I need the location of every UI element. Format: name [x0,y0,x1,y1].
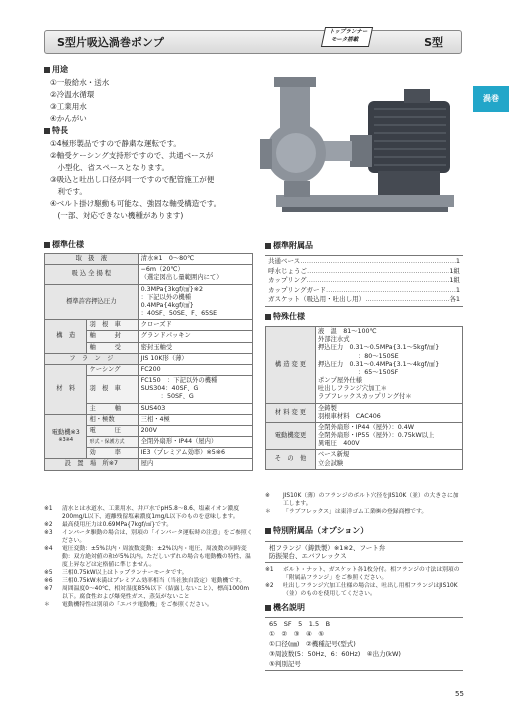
table-row: 電 圧 200V [45,425,253,436]
model-heading: 機名説明 [265,603,305,613]
table-row: フ ラ ン ジ JIS 10K形（薄） [45,353,253,364]
table-row: 電動機※3 ※3※4 相・極数 三相・4極 [45,414,253,425]
list-item: 利です。 [50,187,87,196]
list-item: ①4極形製品ですので静粛な運転です。 [50,139,181,148]
list-item: ④ベルト掛け駆動も可能な、強固な軸受構造です。 [50,199,222,208]
note-item: ※2 吐出しフランジ穴加工仕様の場合は、吐出し用相フランジはJIS10K（並）のものを使用してください。 [265,583,458,597]
note-item: ※7 周囲温度0〜40℃、相対湿度85%以下（結露しないこと）、標高1000m以下。腐食性および爆発性ガス、蒸気がないこと [44,586,250,600]
optional-notes [265,566,463,598]
page-header [44,30,462,54]
note-item: ※4 電圧変動：±5%以内・周波数変動：±2%以内・電圧、周波数の同時変動：双方絶対値の和が5%以内。ただしいずれの場合も電動機の特性、温度上昇などは定格値に準じません。 [44,546,251,568]
accessories-heading: 標準附属品 [265,241,313,251]
table-row: 形式・保護方式 全閉外扇形・IP44（屋内） [45,437,253,448]
table-row: 羽 根 車 FC150 ：下記以外の機種 SUS304：40SF、G ：50SF、G [45,376,253,404]
category-tab: 渦巻 [473,86,509,112]
list-item: カップリング ……………………………………………………………… 1組 [268,276,460,286]
table-row: 取 扱 液 清水※1 0〜80℃ [45,254,253,265]
features-list [50,138,221,222]
list-item: カップリングガード ……………………………………………………………… 1 [268,286,460,296]
optional-box: 相フランジ（鋳鉄製）※1※2、フート弁 防振架台、エバフレックス [265,541,463,563]
model-nums: ① ② ③ ④ ⑤ [269,630,325,638]
table-row: 電動機変更 全閉外扇形・IP44（屋外）：0.4W 全閉外扇形・IP55（屋外）：0.75kW以上 異電圧 400V [266,422,463,450]
list-item: ③周波数(5：50Hz、6：60Hz) ④出力(kW) [269,650,401,658]
table-row: 主 軸 SUS403 [45,403,253,414]
badge-line1: トップランナー [329,29,368,35]
note-item: ＊ 電動機特性は別項の「エバラ電動機」をご参照ください。 [44,602,213,608]
list-item: (一部、対応できない機種があります) [50,211,184,220]
std-spec-table [44,253,253,471]
list-item: ①口径(㎜) ②機種記号(型式) [269,640,356,648]
list-item: ④かんがい [50,114,87,123]
table-row: 軸 受 密封玉軸受 [45,342,253,353]
list-item: ガスケット（吸込用・吐出し用） ……………………………………………………………… 各1 [268,295,460,305]
note-item: ※2 最高使用圧力は0.69MPa{7kgf/㎠}です。 [44,522,173,528]
std-spec-heading: 標準仕様 [44,240,84,250]
page-number: 55 [455,690,464,698]
table-row: 材 料 ケーシング FC200 [45,364,253,375]
special-spec-table [265,326,463,470]
special-heading: 特殊仕様 [265,312,305,322]
table-row: 標準許容押込圧力 0.3MPa{3kgf/㎠}※2 ：下記以外の機種 0.4MPa{4kgf/㎠} ：40SF、50SE、F、65SE [45,284,253,320]
accessories-list [265,255,463,307]
list-item: 呼水じょうご ……………………………………………………………… 1組 [268,267,460,277]
list-item: 小型化、省スペースとなります。 [50,163,170,172]
note-item: ※5 三相0.75kW以上はトップランナーモータです。 [44,570,188,576]
table-row: 構 造 変 更 液 温 81〜100℃ 外部注水式 押込圧力 0.31〜0.5MPa{3.1〜5kgf/㎠} ：80〜150SE 押込圧力 0.31〜0.4MPa{3.1〜4kgf/㎠} ：65〜150SF ポンプ屋外仕様 吐出しフランジ穴加工＊ ラブフレックスカップリング付＊ [266,327,463,404]
pump-type: S型 [424,36,443,49]
std-spec-notes [44,505,253,609]
uses-heading: 用途 [44,65,68,75]
list-item: 共通ベース ……………………………………………………………… 1 [268,257,460,267]
model-box [265,617,463,671]
note-item: ※6 三相0.75kW未満はプレミアム効率相当（当社独自設定）電動機です。 [44,578,246,584]
note-item: ＊ 「ラブフレックス」は東洋ゴム工業㈱の登録商標です。 [265,509,428,515]
table-row: 設 置 場 所※7 屋内 [45,459,253,470]
list-item: ①一般給水・送水 [50,78,110,87]
table-row: 吸 込 全 揚 程 −6m（20℃） （選定図出し量範囲内にて） [45,265,253,284]
special-notes [265,492,463,516]
optional-heading: 特別附属品（オプション） [265,526,368,536]
note-item: ※1 清水とは水道水、工業用水、井戸水でpH5.8〜8.6、塩素イオン濃度200mg/L以下、遊離残留塩素濃度1mg/L以下のものを意味します。 [44,506,240,520]
pump-photo [258,63,468,233]
table-row: そ の 他 ベース新規 立会試験 [266,450,463,469]
note-item: ※ JIS10K（薄）のフランジのボルト穴径をJIS10K（並）の大きさに加工します。 [265,493,459,507]
list-item: ③工業用水 [50,102,87,111]
list-item: ②軸受ケーシング支持形ですので、共通ベースが [50,151,214,160]
list-item: ⑤判別記号 [269,660,301,668]
page-title: S型片吸込渦巻ポンプ [57,36,164,49]
uses-list [50,77,109,125]
table-row: 材 料 変 更 全鋳製 羽根車材料 CAC406 [266,403,463,422]
model-code: 65 SF 5 1.5 B [269,620,331,628]
list-item: ②冷温水循環 [50,90,95,99]
features-heading: 特長 [44,126,68,136]
top-runner-badge [317,27,379,57]
table-row: 効 率 IE3（プレミアム効率）※5※6 [45,448,253,459]
note-item: ※1 ボルト・ナット、ガスケット各1枚分付。相フランジの寸法は別項の「附属品フランジ」をご参照ください。 [265,567,460,581]
list-item: ③吸込と吐出し口径が同一ですので配管施工が便 [50,175,215,184]
table-row: 軸 封 グランドパッキン [45,331,253,342]
note-item: ※3 インバータ駆動の場合は、別項の「インバータ運転時の注意」をご参照ください。 [44,530,253,544]
table-row: 構 造 羽 根 車 クローズド [45,320,253,331]
badge-line2: モータ搭載 [331,37,359,43]
